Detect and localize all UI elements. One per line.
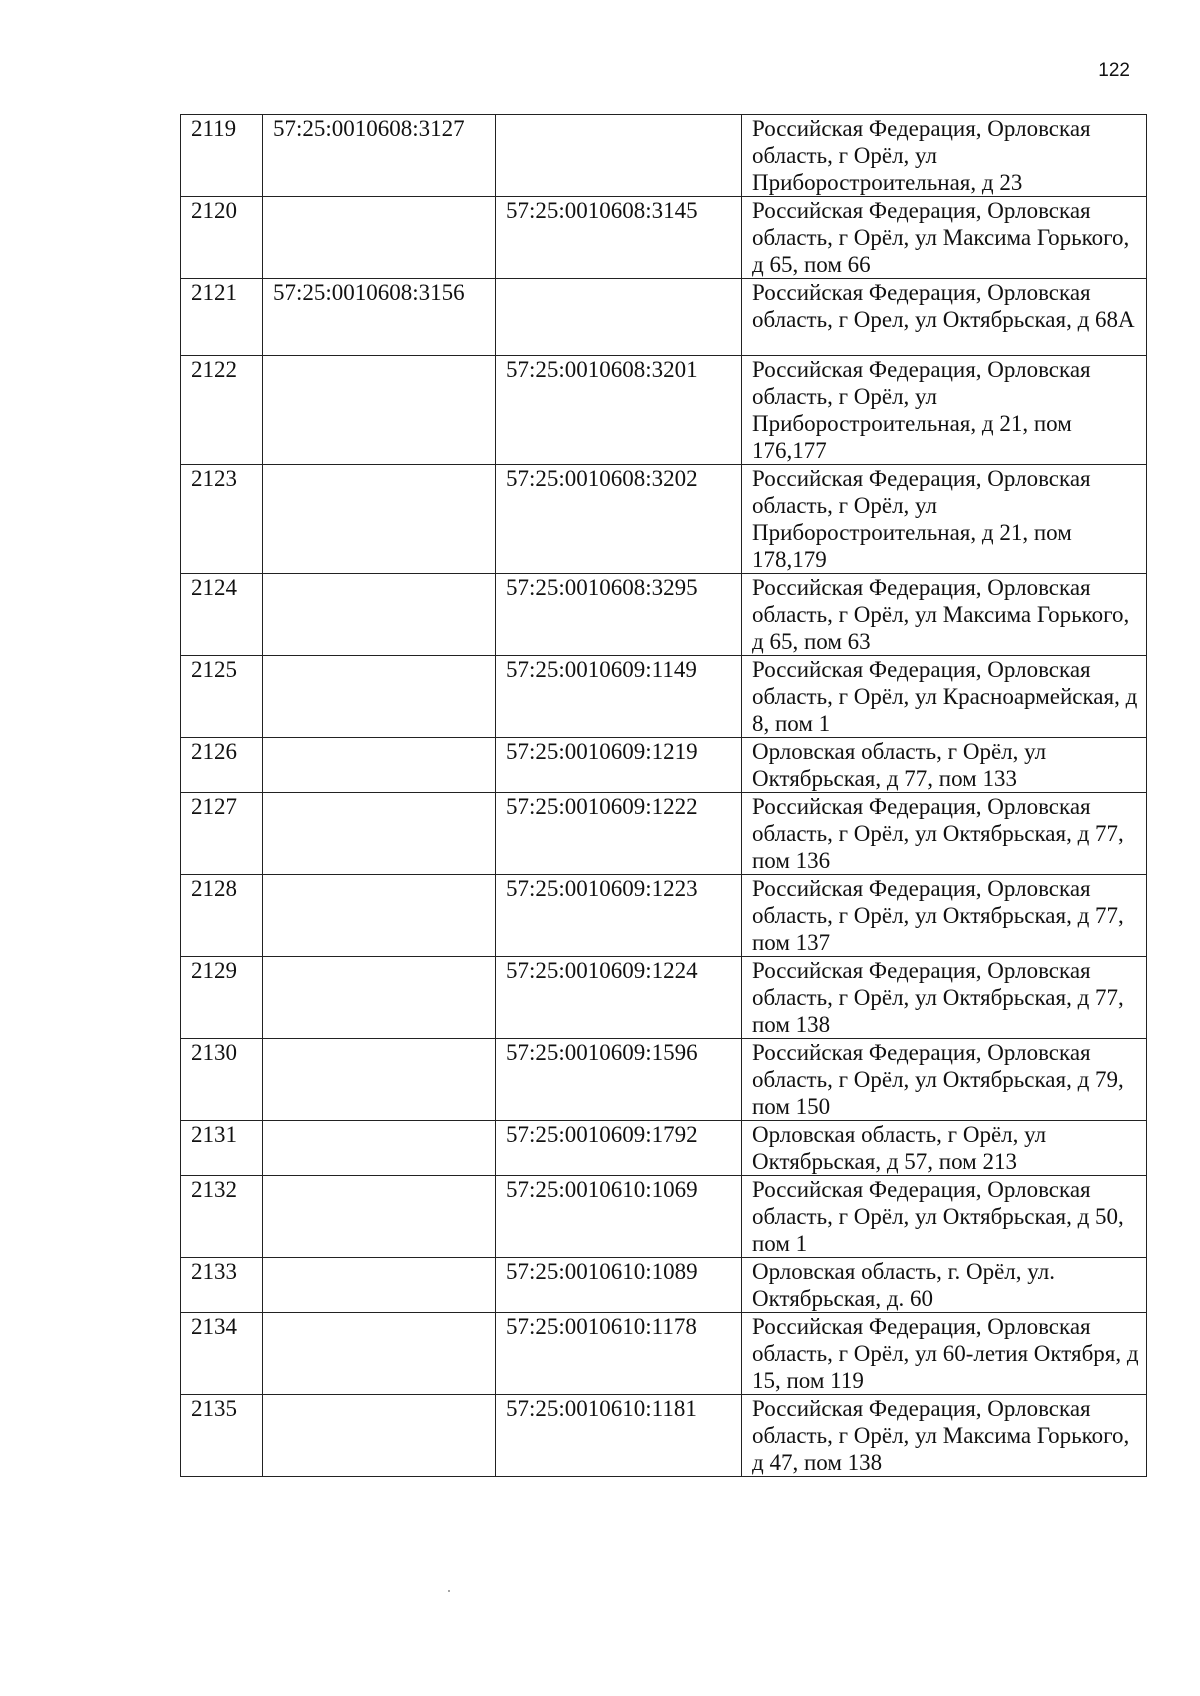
table-row xyxy=(181,957,1147,1039)
address-cell: Российская Федерация, Орловская область, г Орёл, ул 60-летия Октября, д 15, пом 119 xyxy=(742,1313,1147,1395)
table-row xyxy=(181,875,1147,957)
row-number-cell: 2125 xyxy=(181,656,263,738)
cadastral-number-b-cell: 57:25:0010608:3295 xyxy=(496,574,742,656)
address-cell: Орловская область, г Орёл, ул Октябрьская, д 77, пом 133 xyxy=(742,738,1147,793)
address-cell: Российская Федерация, Орловская область, г Орёл, ул Максима Горького, д 65, пом 66 xyxy=(742,197,1147,279)
row-number-cell: 2119 xyxy=(181,115,263,197)
row-number-cell: 2130 xyxy=(181,1039,263,1121)
cadastral-number-b-cell: 57:25:0010610:1178 xyxy=(496,1313,742,1395)
address-cell: Российская Федерация, Орловская область, г Орёл, ул Максима Горького, д 47, пом 138 xyxy=(742,1395,1147,1477)
table-row xyxy=(181,1176,1147,1258)
cadastral-number-b-cell xyxy=(496,279,742,356)
cadastral-number-a-cell: 57:25:0010608:3127 xyxy=(263,115,496,197)
cadastral-number-b-cell: 57:25:0010609:1219 xyxy=(496,738,742,793)
table-row xyxy=(181,1039,1147,1121)
table-row xyxy=(181,115,1147,197)
cadastral-number-a-cell xyxy=(263,1258,496,1313)
cadastral-number-a-cell xyxy=(263,1039,496,1121)
address-cell: Российская Федерация, Орловская область, г Орёл, ул Октябрьская, д 77, пом 137 xyxy=(742,875,1147,957)
cadastral-number-a-cell xyxy=(263,738,496,793)
address-cell: Орловская область, г Орёл, ул Октябрьская, д 57, пом 213 xyxy=(742,1121,1147,1176)
address-cell: Российская Федерация, Орловская область, г Орёл, ул Приборостроительная, д 21, пом 176,177 xyxy=(742,356,1147,465)
address-cell: Российская Федерация, Орловская область, г Орёл, ул Максима Горького, д 65, пом 63 xyxy=(742,574,1147,656)
cadastral-number-b-cell: 57:25:0010608:3202 xyxy=(496,465,742,574)
cadastral-number-b-cell xyxy=(496,115,742,197)
cadastral-number-a-cell xyxy=(263,1313,496,1395)
cadastral-number-b-cell: 57:25:0010610:1181 xyxy=(496,1395,742,1477)
registry-table-body xyxy=(181,115,1147,1477)
address-cell: Российская Федерация, Орловская область, г Орёл, ул Октябрьская, д 77, пом 138 xyxy=(742,957,1147,1039)
row-number-cell: 2124 xyxy=(181,574,263,656)
table-row xyxy=(181,1258,1147,1313)
cadastral-number-b-cell: 57:25:0010609:1149 xyxy=(496,656,742,738)
cadastral-number-b-cell: 57:25:0010609:1596 xyxy=(496,1039,742,1121)
cadastral-number-a-cell xyxy=(263,1176,496,1258)
row-number-cell: 2127 xyxy=(181,793,263,875)
registry-table xyxy=(180,114,1147,1477)
table-row xyxy=(181,656,1147,738)
row-number-cell: 2128 xyxy=(181,875,263,957)
row-number-cell: 2126 xyxy=(181,738,263,793)
cadastral-number-b-cell: 57:25:0010609:1222 xyxy=(496,793,742,875)
table-row xyxy=(181,279,1147,356)
row-number-cell: 2121 xyxy=(181,279,263,356)
row-number-cell: 2132 xyxy=(181,1176,263,1258)
row-number-cell: 2120 xyxy=(181,197,263,279)
table-row xyxy=(181,738,1147,793)
cadastral-number-a-cell: 57:25:0010608:3156 xyxy=(263,279,496,356)
page-number: 122 xyxy=(1098,60,1130,81)
table-row xyxy=(181,1313,1147,1395)
cadastral-number-b-cell: 57:25:0010608:3201 xyxy=(496,356,742,465)
cadastral-number-b-cell: 57:25:0010609:1223 xyxy=(496,875,742,957)
row-number-cell: 2134 xyxy=(181,1313,263,1395)
cadastral-number-a-cell xyxy=(263,793,496,875)
cadastral-number-b-cell: 57:25:0010610:1089 xyxy=(496,1258,742,1313)
cadastral-number-a-cell xyxy=(263,1121,496,1176)
cadastral-number-a-cell xyxy=(263,356,496,465)
cadastral-number-b-cell: 57:25:0010608:3145 xyxy=(496,197,742,279)
cadastral-number-a-cell xyxy=(263,574,496,656)
table-row xyxy=(181,197,1147,279)
row-number-cell: 2131 xyxy=(181,1121,263,1176)
address-cell: Российская Федерация, Орловская область, г Орел, ул Октябрьская, д 68А xyxy=(742,279,1147,356)
table-row xyxy=(181,356,1147,465)
cadastral-number-a-cell xyxy=(263,656,496,738)
table-row xyxy=(181,465,1147,574)
cadastral-number-a-cell xyxy=(263,875,496,957)
row-number-cell: 2123 xyxy=(181,465,263,574)
address-cell: Орловская область, г. Орёл, ул. Октябрьская, д. 60 xyxy=(742,1258,1147,1313)
address-cell: Российская Федерация, Орловская область, г Орёл, ул Октябрьская, д 77, пом 136 xyxy=(742,793,1147,875)
cadastral-number-b-cell: 57:25:0010610:1069 xyxy=(496,1176,742,1258)
address-cell: Российская Федерация, Орловская область, г Орёл, ул Октябрьская, д 79, пом 150 xyxy=(742,1039,1147,1121)
cadastral-number-b-cell: 57:25:0010609:1792 xyxy=(496,1121,742,1176)
cadastral-number-a-cell xyxy=(263,197,496,279)
table-row xyxy=(181,1395,1147,1477)
address-cell: Российская Федерация, Орловская область, г Орёл, ул Октябрьская, д 50, пом 1 xyxy=(742,1176,1147,1258)
row-number-cell: 2122 xyxy=(181,356,263,465)
scan-speck xyxy=(448,1590,450,1592)
cadastral-number-a-cell xyxy=(263,957,496,1039)
cadastral-number-b-cell: 57:25:0010609:1224 xyxy=(496,957,742,1039)
table-row xyxy=(181,793,1147,875)
address-cell: Российская Федерация, Орловская область, г Орёл, ул Приборостроительная, д 21, пом 178,179 xyxy=(742,465,1147,574)
address-cell: Российская Федерация, Орловская область, г Орёл, ул Красноармейская, д 8, пом 1 xyxy=(742,656,1147,738)
row-number-cell: 2133 xyxy=(181,1258,263,1313)
cadastral-number-a-cell xyxy=(263,465,496,574)
row-number-cell: 2129 xyxy=(181,957,263,1039)
table-row xyxy=(181,574,1147,656)
cadastral-number-a-cell xyxy=(263,1395,496,1477)
table-row xyxy=(181,1121,1147,1176)
address-cell: Российская Федерация, Орловская область, г Орёл, ул Приборостроительная, д 23 xyxy=(742,115,1147,197)
row-number-cell: 2135 xyxy=(181,1395,263,1477)
